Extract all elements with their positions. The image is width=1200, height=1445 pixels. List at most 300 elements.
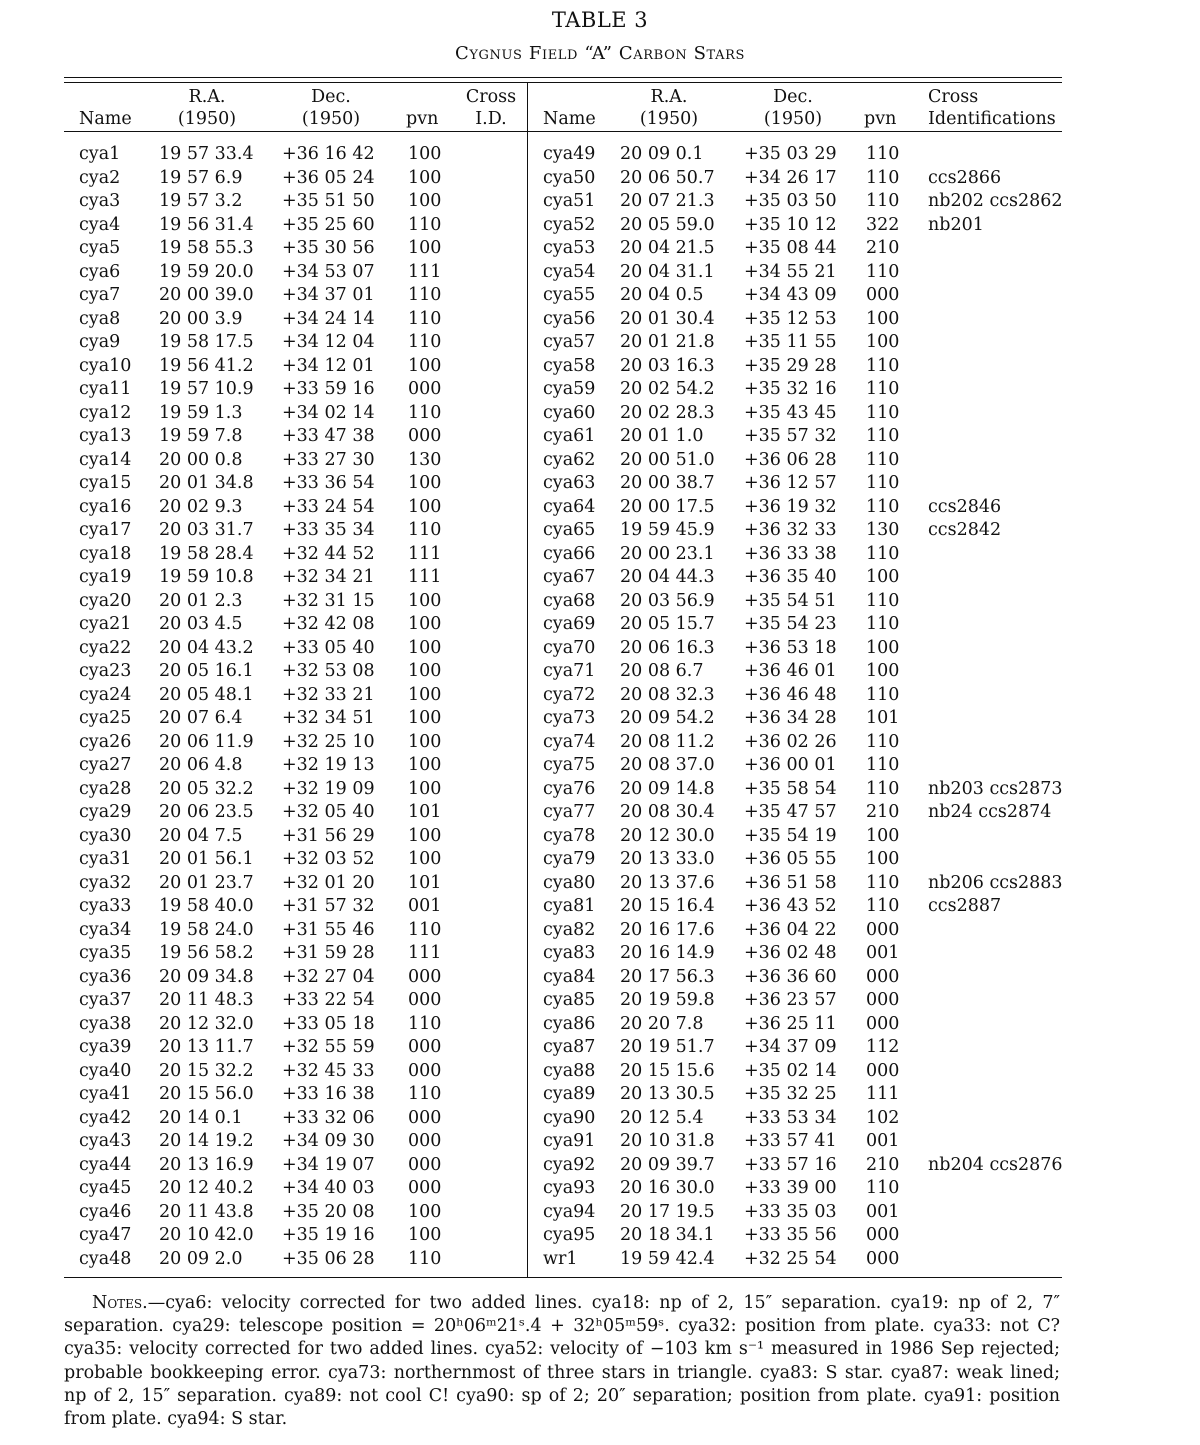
table-row bbox=[0, 143, 1200, 167]
header-cross-right bbox=[928, 86, 1056, 130]
cell-ra-right: 20 09 14.8 bbox=[620, 778, 715, 799]
cell-pvn-left: 100 bbox=[408, 1201, 442, 1222]
table-row bbox=[0, 637, 1200, 661]
cell-name-right: cya63 bbox=[543, 473, 596, 493]
cell-dec-left: +32 19 13 bbox=[282, 755, 375, 775]
cell-dec-right: +35 29 28 bbox=[744, 355, 837, 376]
cell-dec-right: +36 23 57 bbox=[744, 990, 837, 1010]
cell-ra-right: 20 10 31.8 bbox=[620, 1131, 715, 1151]
cell-dec-left: +35 30 56 bbox=[282, 238, 375, 258]
header-name-right: Name bbox=[543, 109, 596, 129]
table-row bbox=[0, 355, 1200, 379]
cell-dec-left: +34 37 01 bbox=[282, 285, 375, 305]
cell-pvn-left: 110 bbox=[408, 520, 442, 540]
table-row bbox=[0, 331, 1200, 355]
cell-dec-right: +35 54 19 bbox=[744, 825, 837, 846]
cell-dec-right: +35 10 12 bbox=[744, 214, 837, 235]
cell-ra-left: 20 14 19.2 bbox=[159, 1131, 254, 1151]
cell-pvn-left: 100 bbox=[408, 167, 442, 188]
cell-dec-left: +34 24 14 bbox=[282, 308, 375, 329]
header-ra-left-line2: (1950) bbox=[177, 109, 237, 129]
cell-dec-left: +35 51 50 bbox=[282, 191, 375, 211]
header-ra-left-line1: R.A. bbox=[188, 87, 226, 107]
cell-dec-right: +35 11 55 bbox=[744, 332, 837, 352]
cell-name-left: cya24 bbox=[79, 684, 132, 705]
cell-name-right: cya70 bbox=[543, 637, 596, 658]
cell-ra-left: 20 10 42.0 bbox=[159, 1225, 254, 1245]
cell-name-left: cya48 bbox=[79, 1248, 132, 1269]
table-row bbox=[0, 496, 1200, 520]
cell-name-left: cya25 bbox=[79, 708, 132, 728]
table-row bbox=[0, 167, 1200, 191]
cell-ra-left: 19 57 33.4 bbox=[159, 144, 254, 164]
header-pvn-right: pvn bbox=[864, 109, 897, 129]
cell-ra-right: 19 59 42.4 bbox=[620, 1248, 715, 1269]
cell-dec-right: +34 55 21 bbox=[744, 261, 837, 282]
cell-pvn-right: 110 bbox=[866, 684, 900, 705]
cell-pvn-left: 101 bbox=[408, 802, 442, 822]
cell-name-left: cya8 bbox=[79, 308, 121, 329]
cell-name-right: cya79 bbox=[543, 849, 596, 869]
cell-dec-left: +31 57 32 bbox=[282, 896, 375, 916]
cell-ra-right: 20 15 15.6 bbox=[620, 1060, 715, 1081]
cell-ra-right: 20 06 50.7 bbox=[620, 167, 715, 188]
cell-ra-left: 20 15 56.0 bbox=[159, 1084, 254, 1104]
cell-ra-right: 20 12 5.4 bbox=[620, 1107, 704, 1128]
cell-name-left: cya18 bbox=[79, 543, 132, 564]
cell-ra-right: 20 04 31.1 bbox=[620, 261, 715, 282]
cell-pvn-left: 100 bbox=[408, 684, 442, 705]
cell-ra-right: 20 05 59.0 bbox=[620, 214, 715, 235]
cell-name-right: cya92 bbox=[543, 1154, 596, 1175]
cell-pvn-left: 111 bbox=[408, 261, 442, 282]
table-row bbox=[0, 1154, 1200, 1178]
table-row bbox=[0, 1013, 1200, 1037]
cell-dec-left: +34 12 04 bbox=[282, 332, 375, 352]
cell-pvn-right: 000 bbox=[866, 1225, 900, 1245]
cell-xid-right: nb202 ccs2862 bbox=[928, 191, 1063, 211]
cell-dec-left: +36 16 42 bbox=[282, 144, 375, 164]
table-row bbox=[0, 872, 1200, 896]
cell-pvn-right: 000 bbox=[866, 990, 900, 1010]
table-row bbox=[0, 519, 1200, 543]
cell-dec-left: +32 05 40 bbox=[282, 802, 375, 822]
cell-dec-left: +34 02 14 bbox=[282, 402, 375, 423]
table-row bbox=[0, 731, 1200, 755]
cell-pvn-left: 100 bbox=[408, 1225, 442, 1245]
cell-dec-right: +36 19 32 bbox=[744, 496, 837, 517]
cell-dec-left: +32 31 15 bbox=[282, 590, 375, 611]
table-row bbox=[0, 942, 1200, 966]
cell-name-right: cya56 bbox=[543, 308, 596, 329]
cell-ra-left: 20 12 32.0 bbox=[159, 1013, 254, 1034]
cell-dec-left: +34 53 07 bbox=[282, 261, 375, 282]
cell-dec-right: +36 53 18 bbox=[744, 637, 837, 658]
cell-dec-right: +33 57 16 bbox=[744, 1154, 837, 1175]
cell-pvn-right: 110 bbox=[866, 731, 900, 752]
cell-dec-right: +34 43 09 bbox=[744, 285, 837, 305]
table-row bbox=[0, 919, 1200, 943]
cell-name-right: cya58 bbox=[543, 355, 596, 376]
cell-ra-left: 19 59 7.8 bbox=[159, 426, 243, 446]
header-dec-left-line1: Dec. bbox=[311, 87, 351, 107]
cell-pvn-left: 001 bbox=[408, 896, 442, 916]
header-cross-right-line2: Identifications bbox=[928, 109, 1056, 129]
cell-dec-left: +33 16 38 bbox=[282, 1084, 375, 1104]
cell-pvn-right: 210 bbox=[866, 238, 900, 258]
cell-name-left: cya35 bbox=[79, 943, 132, 963]
cell-pvn-right: 322 bbox=[866, 214, 900, 235]
cell-dec-left: +32 27 04 bbox=[282, 966, 375, 987]
cell-name-left: cya29 bbox=[79, 802, 132, 822]
cell-name-left: cya42 bbox=[79, 1107, 132, 1128]
cell-name-left: cya5 bbox=[79, 238, 121, 258]
table-notes bbox=[64, 1292, 1060, 1431]
cell-name-left: cya34 bbox=[79, 919, 132, 940]
cell-name-left: cya13 bbox=[79, 426, 132, 446]
cell-name-right: cya80 bbox=[543, 872, 596, 893]
cell-pvn-right: 102 bbox=[866, 1107, 900, 1128]
cell-dec-right: +35 47 57 bbox=[744, 802, 837, 822]
table-row bbox=[0, 1248, 1200, 1272]
cell-dec-right: +34 37 09 bbox=[744, 1037, 837, 1057]
cell-name-left: cya43 bbox=[79, 1131, 132, 1151]
cell-ra-left: 20 00 3.9 bbox=[159, 308, 243, 329]
cell-dec-left: +36 05 24 bbox=[282, 167, 375, 188]
table-row bbox=[0, 425, 1200, 449]
cell-ra-left: 19 58 24.0 bbox=[159, 919, 254, 940]
cell-ra-right: 20 04 0.5 bbox=[620, 285, 704, 305]
cell-pvn-right: 000 bbox=[866, 285, 900, 305]
cell-dec-right: +36 46 01 bbox=[744, 661, 837, 681]
cell-name-right: cya62 bbox=[543, 449, 596, 470]
cell-dec-left: +32 53 08 bbox=[282, 661, 375, 681]
cell-pvn-left: 100 bbox=[408, 614, 442, 634]
cell-ra-right: 20 02 28.3 bbox=[620, 402, 715, 423]
cell-ra-left: 20 02 9.3 bbox=[159, 496, 243, 517]
cell-dec-right: +35 57 32 bbox=[744, 426, 837, 446]
cell-ra-left: 20 01 23.7 bbox=[159, 872, 254, 893]
table-row bbox=[0, 378, 1200, 402]
cell-pvn-right: 110 bbox=[866, 473, 900, 493]
cell-ra-left: 20 07 6.4 bbox=[159, 708, 243, 728]
cell-name-left: cya15 bbox=[79, 473, 132, 493]
table-row bbox=[0, 1130, 1200, 1154]
cell-dec-right: +36 32 33 bbox=[744, 520, 837, 540]
cell-pvn-right: 100 bbox=[866, 661, 900, 681]
cell-ra-right: 20 12 30.0 bbox=[620, 825, 715, 846]
table-row bbox=[0, 308, 1200, 332]
table-row bbox=[0, 190, 1200, 214]
cell-dec-left: +35 19 16 bbox=[282, 1225, 375, 1245]
cell-ra-left: 20 09 2.0 bbox=[159, 1248, 243, 1269]
cell-dec-left: +33 24 54 bbox=[282, 496, 375, 517]
cell-ra-right: 20 18 34.1 bbox=[620, 1225, 715, 1245]
cell-ra-left: 20 03 4.5 bbox=[159, 614, 243, 634]
cell-dec-right: +36 05 55 bbox=[744, 849, 837, 869]
cell-ra-right: 20 00 23.1 bbox=[620, 543, 715, 564]
cell-dec-left: +34 09 30 bbox=[282, 1131, 375, 1151]
cell-dec-left: +32 44 52 bbox=[282, 543, 375, 564]
cell-ra-right: 20 05 15.7 bbox=[620, 614, 715, 634]
cell-name-right: cya73 bbox=[543, 708, 596, 728]
cell-pvn-left: 111 bbox=[408, 943, 442, 963]
cell-name-right: cya95 bbox=[543, 1225, 596, 1245]
cell-dec-right: +35 12 53 bbox=[744, 308, 837, 329]
cell-xid-right: nb24 ccs2874 bbox=[928, 802, 1052, 822]
cell-ra-left: 19 56 31.4 bbox=[159, 214, 254, 235]
cell-pvn-right: 112 bbox=[866, 1037, 900, 1057]
cell-pvn-left: 100 bbox=[408, 708, 442, 728]
cell-name-left: cya11 bbox=[79, 379, 132, 399]
cell-ra-left: 20 06 11.9 bbox=[159, 731, 254, 752]
cell-ra-left: 20 11 48.3 bbox=[159, 990, 254, 1010]
cell-pvn-right: 100 bbox=[866, 332, 900, 352]
table-row bbox=[0, 543, 1200, 567]
cell-dec-right: +36 51 58 bbox=[744, 872, 837, 893]
cell-pvn-right: 001 bbox=[866, 1131, 900, 1151]
cell-name-right: cya94 bbox=[543, 1201, 596, 1222]
table-row bbox=[0, 237, 1200, 261]
cell-ra-right: 20 01 21.8 bbox=[620, 332, 715, 352]
cell-ra-right: 20 16 14.9 bbox=[620, 943, 715, 963]
cell-name-left: cya37 bbox=[79, 990, 132, 1010]
cell-name-left: cya21 bbox=[79, 614, 132, 634]
cell-pvn-left: 100 bbox=[408, 496, 442, 517]
cell-ra-left: 19 57 10.9 bbox=[159, 379, 254, 399]
cell-name-right: cya64 bbox=[543, 496, 596, 517]
cell-ra-left: 20 06 23.5 bbox=[159, 802, 254, 822]
cell-dec-right: +35 32 16 bbox=[744, 379, 837, 399]
table-row bbox=[0, 472, 1200, 496]
cell-pvn-left: 111 bbox=[408, 543, 442, 564]
cell-name-left: cya10 bbox=[79, 355, 132, 376]
cell-ra-left: 20 13 11.7 bbox=[159, 1037, 254, 1057]
cell-pvn-left: 100 bbox=[408, 755, 442, 775]
cell-name-left: cya12 bbox=[79, 402, 132, 423]
cell-ra-right: 20 09 39.7 bbox=[620, 1154, 715, 1175]
cell-name-left: cya17 bbox=[79, 520, 132, 540]
top-rule-outer bbox=[64, 77, 1062, 78]
cell-ra-right: 20 16 17.6 bbox=[620, 919, 715, 940]
table-row bbox=[0, 754, 1200, 778]
cell-dec-right: +36 34 28 bbox=[744, 708, 837, 728]
notes-label: Notes. bbox=[92, 1293, 148, 1313]
cell-name-left: cya38 bbox=[79, 1013, 132, 1034]
cell-name-right: cya82 bbox=[543, 919, 596, 940]
cell-ra-left: 20 00 39.0 bbox=[159, 285, 254, 305]
cell-xid-right: ccs2887 bbox=[928, 896, 1002, 916]
cell-name-left: cya46 bbox=[79, 1201, 132, 1222]
header-name-left: Name bbox=[79, 109, 132, 129]
cell-name-right: cya90 bbox=[543, 1107, 596, 1128]
table-row bbox=[0, 848, 1200, 872]
cell-dec-left: +34 12 01 bbox=[282, 355, 375, 376]
cell-dec-right: +35 43 45 bbox=[744, 402, 837, 423]
header-cross-left-line2: I.D. bbox=[475, 109, 507, 129]
table-row bbox=[0, 684, 1200, 708]
cell-xid-right: nb201 bbox=[928, 214, 984, 235]
header-cross-right-line1: Cross bbox=[928, 87, 979, 107]
cell-dec-right: +35 32 25 bbox=[744, 1084, 837, 1104]
cell-ra-right: 20 08 11.2 bbox=[620, 731, 715, 752]
cell-name-left: cya20 bbox=[79, 590, 132, 611]
cell-dec-left: +33 05 18 bbox=[282, 1013, 375, 1034]
cell-dec-left: +32 42 08 bbox=[282, 614, 375, 634]
cell-dec-right: +35 03 50 bbox=[744, 191, 837, 211]
cell-name-left: cya19 bbox=[79, 567, 132, 587]
cell-pvn-right: 000 bbox=[866, 1013, 900, 1034]
cell-pvn-left: 100 bbox=[408, 191, 442, 211]
cell-pvn-left: 000 bbox=[408, 1037, 442, 1057]
cell-ra-right: 20 02 54.2 bbox=[620, 379, 715, 399]
cell-pvn-left: 100 bbox=[408, 144, 442, 164]
cell-dec-left: +32 33 21 bbox=[282, 684, 375, 705]
cell-pvn-right: 000 bbox=[866, 1060, 900, 1081]
cell-dec-right: +36 46 48 bbox=[744, 684, 837, 705]
cell-dec-left: +32 19 09 bbox=[282, 778, 375, 799]
cell-name-right: cya67 bbox=[543, 567, 596, 587]
cell-dec-right: +35 54 23 bbox=[744, 614, 837, 634]
cell-name-right: cya54 bbox=[543, 261, 596, 282]
cell-pvn-right: 110 bbox=[866, 426, 900, 446]
cell-ra-left: 20 14 0.1 bbox=[159, 1107, 243, 1128]
cell-pvn-right: 110 bbox=[866, 261, 900, 282]
cell-dec-left: +32 34 51 bbox=[282, 708, 375, 728]
cell-name-right: cya91 bbox=[543, 1131, 596, 1151]
cell-pvn-left: 100 bbox=[408, 825, 442, 846]
table-row bbox=[0, 1224, 1200, 1248]
table-row bbox=[0, 825, 1200, 849]
header-dec-left bbox=[292, 86, 370, 130]
header-dec-right bbox=[754, 86, 832, 130]
cell-dec-right: +36 35 40 bbox=[744, 567, 837, 587]
cell-dec-left: +33 35 34 bbox=[282, 520, 375, 540]
cell-ra-left: 19 56 41.2 bbox=[159, 355, 254, 376]
header-cross-left bbox=[463, 86, 519, 130]
cell-ra-left: 20 09 34.8 bbox=[159, 966, 254, 987]
cell-ra-left: 20 03 31.7 bbox=[159, 520, 254, 540]
table-title: Cygnus Field “A” Carbon Stars bbox=[454, 43, 746, 64]
cell-dec-right: +36 04 22 bbox=[744, 919, 837, 940]
cell-pvn-left: 000 bbox=[408, 966, 442, 987]
header-ra-right bbox=[630, 86, 708, 130]
cell-name-left: cya33 bbox=[79, 896, 132, 916]
cell-xid-right: ccs2866 bbox=[928, 167, 1002, 188]
cell-xid-right: nb204 ccs2876 bbox=[928, 1154, 1063, 1175]
cell-name-right: cya93 bbox=[543, 1178, 596, 1198]
cell-ra-left: 20 11 43.8 bbox=[159, 1201, 254, 1222]
cell-pvn-left: 110 bbox=[408, 1013, 442, 1034]
cell-ra-left: 19 59 20.0 bbox=[159, 261, 254, 282]
cell-name-right: cya71 bbox=[543, 661, 596, 681]
cell-ra-right: 20 04 21.5 bbox=[620, 238, 715, 258]
table-row bbox=[0, 1060, 1200, 1084]
table-row bbox=[0, 1107, 1200, 1131]
cell-ra-right: 20 08 30.4 bbox=[620, 802, 715, 822]
notes-text: —cya6: velocity corrected for two added lines. cya18: np of 2, 15″ separation. cya19: np of 2, 7″ separation. cya29: telescope position = 20ʰ06ᵐ21ˢ.4 + 32ʰ05ᵐ59ˢ. cya32: position from plate. cya33: not C? cya35: velocity corrected for two added lines. cya52: velocity of −103 km s⁻¹ measured in 1986 Sep rejected; probable bookkeeping error. cya73: northernmost of three stars in triangle. cya83: S star. cya87: weak lined; np of 2, 15″ separation. cya89: not cool C! cya90: sp of 2; 20″ separation; position from plate. cya91: position from plate. cya94: S star. bbox=[64, 1293, 1060, 1430]
cell-pvn-left: 110 bbox=[408, 308, 442, 329]
cell-ra-left: 20 00 0.8 bbox=[159, 449, 243, 470]
cell-pvn-right: 210 bbox=[866, 1154, 900, 1175]
cell-dec-left: +31 59 28 bbox=[282, 943, 375, 963]
cell-pvn-right: 100 bbox=[866, 637, 900, 658]
cell-name-right: cya52 bbox=[543, 214, 596, 235]
cell-ra-left: 20 05 16.1 bbox=[159, 661, 254, 681]
cell-name-right: cya75 bbox=[543, 755, 596, 775]
cell-dec-left: +32 01 20 bbox=[282, 872, 375, 893]
cell-dec-left: +32 55 59 bbox=[282, 1037, 375, 1057]
cell-ra-right: 20 04 44.3 bbox=[620, 567, 715, 587]
cell-pvn-right: 101 bbox=[866, 708, 900, 728]
cell-dec-left: +33 47 38 bbox=[282, 426, 375, 446]
cell-ra-right: 20 09 54.2 bbox=[620, 708, 715, 728]
cell-name-left: cya27 bbox=[79, 755, 132, 775]
cell-pvn-left: 100 bbox=[408, 238, 442, 258]
cell-pvn-right: 110 bbox=[866, 379, 900, 399]
cell-dec-right: +32 25 54 bbox=[744, 1248, 837, 1269]
table-row bbox=[0, 1177, 1200, 1201]
cell-ra-right: 20 08 37.0 bbox=[620, 755, 715, 775]
cell-name-left: cya23 bbox=[79, 661, 132, 681]
cell-pvn-left: 130 bbox=[408, 449, 442, 470]
cell-pvn-right: 110 bbox=[866, 590, 900, 611]
cell-name-left: cya47 bbox=[79, 1225, 132, 1245]
cell-pvn-right: 100 bbox=[866, 825, 900, 846]
cell-xid-right: ccs2842 bbox=[928, 520, 1002, 540]
table-row bbox=[0, 261, 1200, 285]
cell-ra-left: 20 01 56.1 bbox=[159, 849, 254, 869]
cell-pvn-right: 110 bbox=[866, 355, 900, 376]
cell-pvn-right: 100 bbox=[866, 308, 900, 329]
cell-name-left: cya32 bbox=[79, 872, 132, 893]
table-row bbox=[0, 778, 1200, 802]
cell-ra-left: 19 56 58.2 bbox=[159, 943, 254, 963]
cell-ra-left: 20 06 4.8 bbox=[159, 755, 243, 775]
table-row bbox=[0, 1201, 1200, 1225]
cell-name-left: cya16 bbox=[79, 496, 132, 517]
cell-dec-right: +35 03 29 bbox=[744, 144, 837, 164]
cell-pvn-left: 100 bbox=[408, 731, 442, 752]
cell-name-right: cya85 bbox=[543, 990, 596, 1010]
cell-pvn-left: 110 bbox=[408, 402, 442, 423]
cell-name-left: cya9 bbox=[79, 332, 121, 352]
cell-pvn-left: 110 bbox=[408, 1248, 442, 1269]
cell-dec-left: +32 03 52 bbox=[282, 849, 375, 869]
cell-dec-right: +36 02 26 bbox=[744, 731, 837, 752]
cell-dec-right: +34 26 17 bbox=[744, 167, 837, 188]
cell-name-left: cya26 bbox=[79, 731, 132, 752]
cell-pvn-right: 210 bbox=[866, 802, 900, 822]
cell-name-right: cya76 bbox=[543, 778, 596, 799]
cell-ra-right: 19 59 45.9 bbox=[620, 520, 715, 540]
cell-name-right: cya87 bbox=[543, 1037, 596, 1057]
cell-ra-right: 20 08 32.3 bbox=[620, 684, 715, 705]
header-ra-left bbox=[168, 86, 246, 130]
cell-xid-right: nb206 ccs2883 bbox=[928, 872, 1063, 893]
cell-ra-left: 19 58 17.5 bbox=[159, 332, 254, 352]
cell-pvn-right: 110 bbox=[866, 402, 900, 423]
cell-pvn-right: 100 bbox=[866, 849, 900, 869]
cell-name-left: cya2 bbox=[79, 167, 121, 188]
cell-name-left: cya7 bbox=[79, 285, 121, 305]
cell-name-left: cya6 bbox=[79, 261, 121, 282]
cell-name-right: cya78 bbox=[543, 825, 596, 846]
cell-name-left: cya4 bbox=[79, 214, 121, 235]
cell-dec-right: +36 02 48 bbox=[744, 943, 837, 963]
header-pvn-left: pvn bbox=[406, 109, 439, 129]
cell-name-right: cya60 bbox=[543, 402, 596, 423]
